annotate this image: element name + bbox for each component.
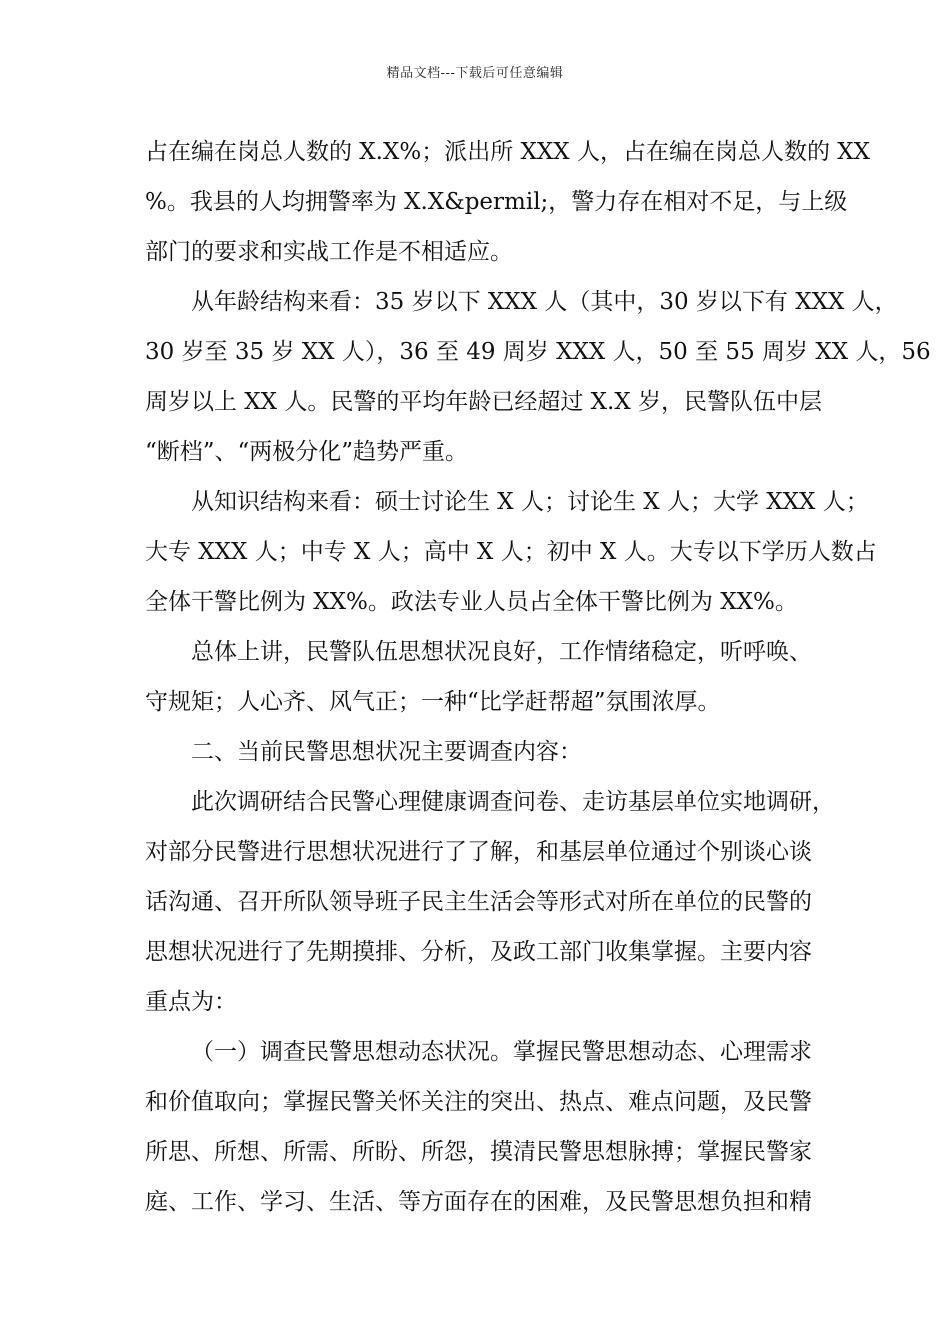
paragraph-item-one — [145, 1027, 825, 1227]
text-line: 周岁以上 XX 人。民警的平均年龄已经超过 X.X 岁，民警队伍中层 — [145, 389, 823, 415]
text-line: 庭、工作、学习、生活、等方面存在的困难，及民警思想负担和精 — [145, 1189, 812, 1215]
text-line: 守规矩；人心齐、风气正；一种“比学赶帮超”氛围浓厚。 — [145, 689, 721, 715]
text-line: 30 岁至 35 岁 XX 人），36 至 49 周岁 XXX 人，50 至 55 周岁 XX 人，56 — [145, 339, 931, 365]
text-line: 思想状况进行了先期摸排、分析，及政工部门收集掌握。主要内容 — [145, 939, 812, 965]
text-line: 此次调研结合民警心理健康调查问卷、走访基层单位实地调研， — [191, 789, 835, 815]
text-line: 从知识结构来看：硕士讨论生 X 人；讨论生 X 人；大学 XXX 人； — [191, 489, 869, 515]
text-line: 部门的要求和实战工作是不相适应。 — [145, 239, 513, 265]
text-line: 二、当前民警思想状况主要调查内容： — [191, 739, 582, 765]
text-line: “断档”、“两极分化”趋势严重。 — [145, 439, 469, 465]
text-line: （一）调查民警思想动态状况。掌握民警思想动态、心理需求 — [191, 1039, 812, 1065]
page-header: 精品文档---下载后可任意编辑 — [386, 66, 564, 81]
text-line: 从年龄结构来看：35 岁以下 XXX 人（其中，30 岁以下有 XXX 人， — [191, 289, 898, 315]
text-line: 对部分民警进行思想状况进行了了解，和基层单位通过个别谈心谈 — [145, 839, 812, 865]
text-line: %。我县的人均拥警率为 X.X&permil;，警力存在相对不足，与上级 — [145, 189, 848, 215]
text-line: 大专 XXX 人；中专 X 人；高中 X 人；初中 X 人。大专以下学历人数占 — [145, 539, 877, 565]
text-line: 占在编在岗总人数的 X.X%；派出所 XXX 人，占在编在岗总人数的 XX — [145, 139, 871, 165]
text-line: 所思、所想、所需、所盼、所怨，摸清民警思想脉搏；掌握民警家 — [145, 1139, 812, 1165]
paragraph-overall-summary — [145, 627, 825, 727]
paragraph-staffing-ratio — [145, 127, 871, 277]
text-line: 总体上讲，民警队伍思想状况良好，工作情绪稳定，听呼唤、 — [191, 639, 812, 665]
text-line: 全体干警比例为 XX%。政法专业人员占全体干警比例为 XX%。 — [145, 589, 798, 615]
paragraph-survey-method — [145, 777, 835, 1027]
document-body — [145, 127, 931, 1227]
text-line: 重点为： — [145, 989, 237, 1015]
section-heading-survey-content — [145, 727, 825, 777]
text-line: 话沟通、召开所队领导班子民主生活会等形式对所在单位的民警的 — [145, 889, 812, 915]
paragraph-knowledge-structure — [145, 477, 877, 627]
paragraph-age-structure — [145, 277, 931, 477]
text-line: 和价值取向；掌握民警关怀关注的突出、热点、难点问题，及民警 — [145, 1089, 812, 1115]
